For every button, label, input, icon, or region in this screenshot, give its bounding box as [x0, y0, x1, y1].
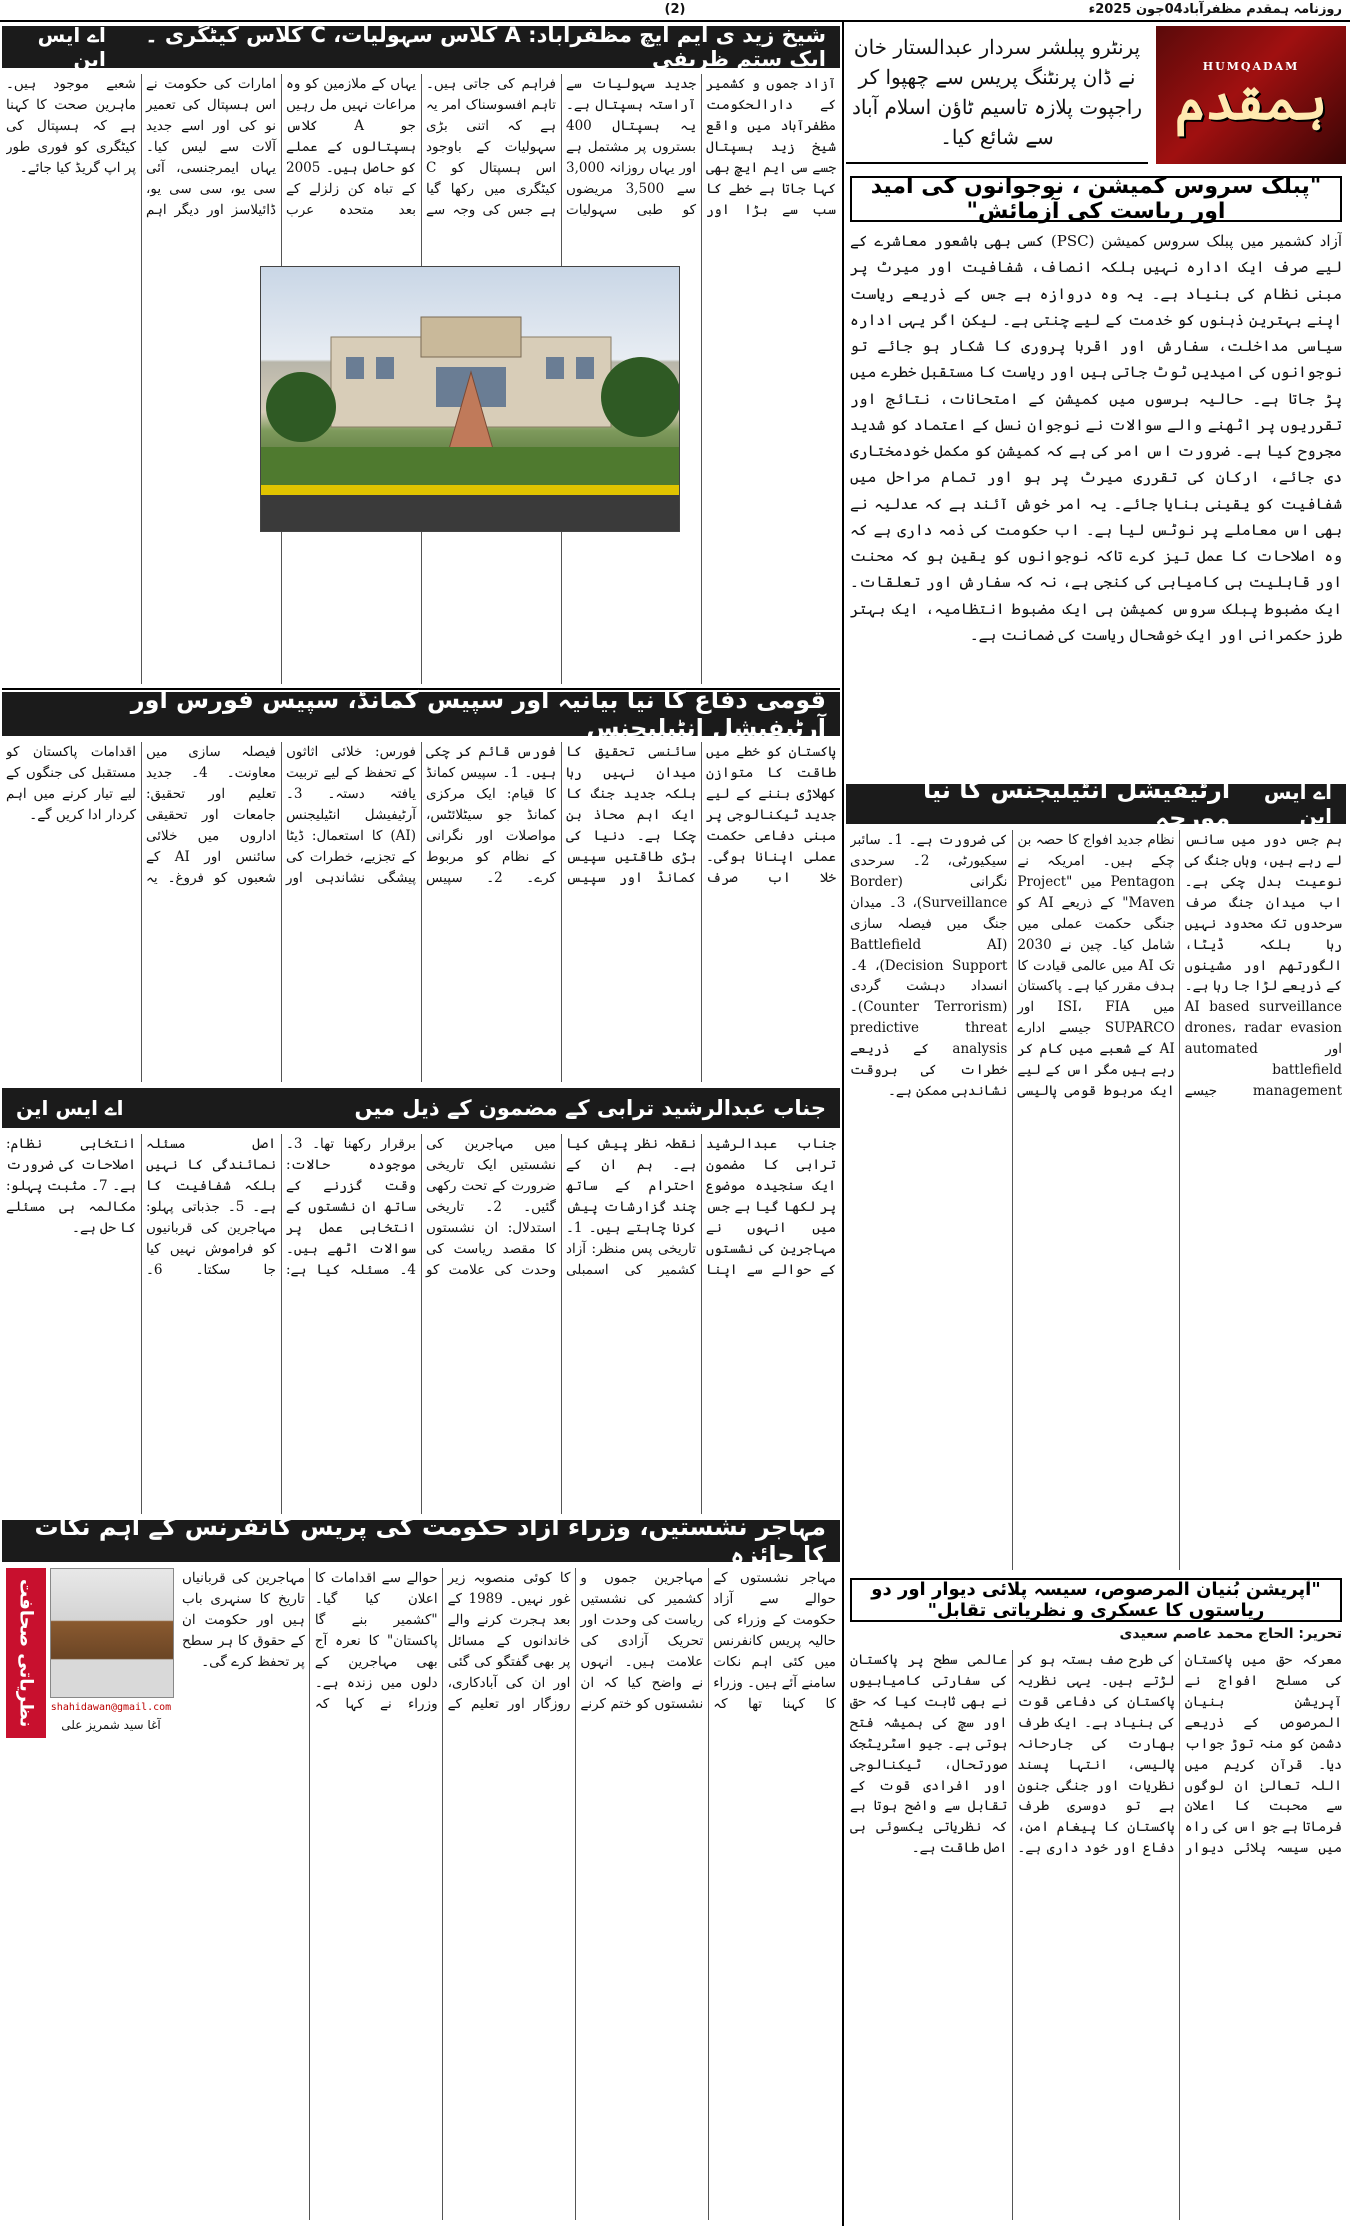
- newspaper-logo: [1156, 26, 1346, 164]
- logo-latin: HUMQADAM: [1202, 59, 1300, 73]
- columnist-block: [6, 1568, 176, 1738]
- date-line: روزنامہ ہمقدم مظفرآباد04جون 2025ء: [1088, 2, 1342, 17]
- muhajir-article-body-continued: [6, 1744, 176, 2220]
- ai-article-title: آرٹیفیشل انٹیلیجنس کا نیا مورچہ: [923, 776, 1231, 832]
- column-name: نظریاتی صحافت: [6, 1568, 46, 1738]
- columnist-email: shahidawan@gmail.com: [50, 1702, 172, 1713]
- masthead-strip: [0, 0, 1350, 22]
- muhajir-article-title: مہاجر نشستیں، وزراء آزاد حکومت کی پریس کانفرنس کے اہم نکات کا جائزہ: [34, 1513, 826, 1569]
- cmh-article-header: [2, 23, 840, 71]
- logo-text: ہمقدم: [1174, 70, 1328, 132]
- ai-article-header: [846, 776, 1346, 832]
- column-divider: [842, 22, 844, 2226]
- page-number: (2): [664, 2, 686, 17]
- cmh-article-title: شیخ زید ی ایم ایچ مظفرآباد: A کلاس سہولیات، C کلاس کیٹگری ۔ ایک ستم ظریفی: [145, 23, 826, 71]
- muhajir-article-header: [2, 1513, 840, 1569]
- space-article-body: پاکستان کو خطے میں طاقت کا متوازن کھلاڑی بننے کے لیے جدید ٹیکنالوجی پر مبنی دفاعی حکمت عملی اپنانا ہوگی۔ خلا اب صرف سائنسی تحقیق کا میدان نہیں رہا بلکہ جدید جنگ کا ایک اہم محاذ بن چکا ہے۔ دنیا کی بڑی طاقتیں سپیس کمانڈ اور سپیس فورس قائم کر چکی ہیں۔ 1۔ سپیس کمانڈ کا قیام: ایک مرکزی کمانڈ جو سیٹلائٹس، مواصلات اور نگرانی کے نظام کو مربوط کرے۔ 2۔ سپیس فورس: خلائی اثاثوں کے تحفظ کے لیے تربیت یافتہ دستہ۔ 3۔ آرٹیفیشل انٹیلیجنس (AI) کا استعمال: ڈیٹا کے تجزیے، خطرات کی پیشگی نشاندہی اور فیصلہ سازی میں معاونت۔ 4۔ جدید تعلیم اور تحقیق: جامعات اور تحقیقی اداروں میں خلائی سائنس اور AI کے شعبوں کو فروغ۔ یہ اقدامات پاکستان کو مستقبل کی جنگوں کے لیے تیار کرنے میں اہم کردار ادا کریں گے۔: [6, 744, 836, 886]
- operation-article-author: تحریر: الحاج محمد عاصم سعیدی: [1119, 1626, 1342, 1642]
- turabi-article-author: اے ایس این: [16, 1096, 124, 1120]
- ai-article-body: ہم جس دور میں سانس لے رہے ہیں، وہاں جنگ کی نوعیت بدل چکی ہے۔ اب میدان جنگ صرف سرحدوں تک محدود نہیں رہا بلکہ ڈیٹا، الگورتھم اور مشینوں کے ذریعے لڑا جا رہا ہے۔ AI based surveillance drones، radar evasion اور automated battlefield management جیسے نظام جدید افواج کا حصہ بن چکے ہیں۔ امریکہ نے Pentagon میں "Project Maven" کے ذریعے AI کو جنگی حکمت عملی میں شامل کیا۔ چین نے 2030 تک AI میں عالمی قیادت کا ہدف مقرر کیا ہے۔ پاکستان میں ISI، FIA اور SUPARCO جیسے ادارے AI کے شعبے میں کام کر رہے ہیں مگر اس کے لیے ایک مربوط قومی پالیسی کی ضرورت ہے۔ 1۔ سائبر سیکیورٹی، 2۔ سرحدی نگرانی (Border Surveillance)، 3۔ میدان جنگ میں فیصلہ سازی (Battlefield AI Decision Support)، 4۔ انسداد دہشت گردی (Counter Terrorism)۔ predictive threat analysis کے ذریعے خطرات کی بروقت نشاندہی ممکن ہے۔: [850, 832, 1342, 1100]
- cmh-article-author: اے ایس این: [37, 23, 106, 71]
- columnist-name: آغا سید شمریز علی: [61, 1718, 161, 1732]
- operation-article-body: معرکہ حق میں پاکستان کی مسلح افواج نے آپریشن بنیان المرصوص کے ذریعے دشمن کو منہ توڑ جواب دیا۔ قرآن کریم میں اللہ تعالیٰ ان لوگوں سے محبت کا اعلان فرماتا ہے جو اس کی راہ میں سیسہ پلائی دیوار کی طرح صف بستہ ہو کر لڑتے ہیں۔ یہی نظریہ پاکستان کی دفاعی قوت کی بنیاد ہے۔ ایک طرف بھارت کی جارحانہ پالیسی، انتہا پسند نظریات اور جنگی جنون ہے تو دوسری طرف پاکستان کا پیغام امن، دفاع اور خود داری ہے۔ عالمی سطح پر پاکستان کی سفارتی کامیابیوں نے بھی ثابت کیا کہ حق اور سچ کی ہمیشہ فتح ہوتی ہے۔ جیو اسٹریٹجک صورتحال، ٹیکنالوجی اور افرادی قوت کے تقابل سے واضح ہوتا ہے کہ نظریاتی یکسوئی ہی اصل طاقت ہے۔: [850, 1652, 1342, 1857]
- muhajir-article-body: مہاجر نشستوں کے حوالے سے آزاد حکومت کے وزراء کی حالیہ پریس کانفرنس میں کئی اہم نکات سامنے آئے ہیں۔ وزراء کا کہنا تھا کہ مہاجرین جموں و کشمیر کی نشستیں ریاست کی وحدت اور تحریک آزادی کی علامت ہیں۔ انہوں نے واضح کیا کہ ان نشستوں کو ختم کرنے کا کوئی منصوبہ زیر غور نہیں۔ 1989 کے بعد ہجرت کرنے والے خاندانوں کے مسائل پر بھی گفتگو کی گئی اور ان کی آبادکاری، روزگار اور تعلیم کے حوالے سے اقدامات کا اعلان کیا گیا۔ "کشمیر بنے گا پاکستان" کا نعرہ آج بھی مہاجرین کے دلوں میں زندہ ہے۔ وزراء نے کہا کہ مہاجرین کی قربانیاں تاریخ کا سنہری باب ہیں اور حکومت ان کے حقوق کا ہر سطح پر تحفظ کرے گی۔: [182, 1570, 836, 1712]
- turabi-article-body: جناب عبدالرشید ترابی کا مضمون ایک سنجیدہ موضوع پر لکھا گیا ہے جس میں انہوں نے مہاجرین کی نشستوں کے حوالے سے اپنا نقطہ نظر پیش کیا ہے۔ ہم ان کے احترام کے ساتھ چند گزارشات پیش کرنا چاہتے ہیں۔ 1۔ تاریخی پس منظر: آزاد کشمیر کی اسمبلی میں مہاجرین کی نشستیں ایک تاریخی ضرورت کے تحت رکھی گئیں۔ 2۔ تاریخی استدلال: ان نشستوں کا مقصد ریاست کی وحدت کی علامت کو برقرار رکھنا تھا۔ 3۔ موجودہ حالات: وقت گزرنے کے ساتھ ان نشستوں کے انتخابی عمل پر سوالات اٹھے ہیں۔ 4۔ مسئلہ کیا ہے: اصل مسئلہ نمائندگی کا نہیں بلکہ شفافیت کا ہے۔ 5۔ جذباتی پہلو: مہاجرین کی قربانیوں کو فراموش نہیں کیا جا سکتا۔ 6۔ انتخابی نظام: اصلاحات کی ضرورت ہے۔ 7۔ مثبت پہلو: مکالمہ ہی مسئلے کا حل ہے۔: [6, 1136, 836, 1278]
- ai-article-author: اے ایس این: [1263, 780, 1332, 828]
- space-article-title: قومی دفاع کا نیا بیانیہ اور سپیس کمانڈ، سپیس فورس اور آرٹیفیشل انٹیلیجنس: [130, 686, 826, 742]
- operation-article-title: "آپریشن بُنیان المرصوص، سیسہ پلائی دیوار اور دو ریاستوں کا عسکری و نظریاتی تقابل": [850, 1578, 1342, 1622]
- hospital-photo: [260, 266, 680, 532]
- colophon-text: پرنٹرو پبلشر سردار عبدالستار خان نے ڈان پرنٹنگ پریس سے چھپوا کر راجپوت پلازہ تاسیم ٹاؤن اسلام آباد سے شائع کیا۔: [846, 26, 1148, 164]
- turabi-article-header: [2, 1088, 840, 1128]
- cmh-article-body: آزاد جموں و کشمیر کے دارالحکومت مظفرآباد میں واقع شیخ زید ہسپتال جسے سی ایم ایچ بھی کہا جاتا ہے خطے کا سب سے بڑا اور جدید سہولیات سے آراستہ ہسپتال ہے۔ یہ ہسپتال 400 بستروں پر مشتمل ہے اور یہاں روزانہ 3,000 سے 3,500 مریضوں کو طبی سہولیات فراہم کی جاتی ہیں۔ تاہم افسوسناک امر یہ ہے کہ اتنی بڑی سہولیات کے باوجود اس ہسپتال کو C کیٹگری میں رکھا گیا ہے جس کی وجہ سے یہاں کے ملازمین کو وہ مراعات نہیں مل رہیں جو A کلاس ہسپتالوں کے عملے کو حاصل ہیں۔ 2005 کے تباہ کن زلزلے کے بعد متحدہ عرب امارات کی حکومت نے اس ہسپتال کی تعمیر نو کی اور اسے جدید آلات سے لیس کیا۔ یہاں ایمرجنسی، آئی سی یو، سی سی یو، ڈائیلاسز اور دیگر اہم شعبے موجود ہیں۔ ماہرین صحت کا کہنا ہے کہ ہسپتال کی کیٹگری کو فوری طور پر اپ گریڈ کیا جائے۔: [6, 76, 836, 218]
- space-article-header: [2, 686, 840, 742]
- editorial-body: آزاد کشمیر میں پبلک سروس کمیشن (PSC) کسی بھی باشعور معاشرے کے لیے صرف ایک ادارہ نہیں بلکہ انصاف، شفافیت اور میرٹ پر مبنی نظام کی بنیاد ہے۔ یہ وہ دروازہ ہے جس کے ذریعے ریاست اپنے بہترین ذہنوں کو خدمت کے لیے چنتی ہے۔ لیکن اگر یہی ادارہ سیاسی مداخلت، سفارش اور اقربا پروری کا شکار ہو جائے تو نوجوانوں کی امیدیں ٹوٹ جاتی ہیں اور ریاست کا مستقبل خطرے میں پڑ جاتا ہے۔ حالیہ برسوں میں کمیشن کے امتحانات، نتائج اور تقرریوں پر اٹھنے والے سوالات نے نوجوان نسل کے اعتماد کو شدید مجروح کیا ہے۔ ضرورت اس امر کی ہے کہ کمیشن کو مکمل خودمختاری دی جائے، ارکان کی تقرری میرٹ پر ہو اور تمام مراحل میں شفافیت کو یقینی بنایا جائے۔ یہ امر خوش آئند ہے کہ عدلیہ نے بھی اس معاملے پر نوٹس لیا ہے۔ اب حکومت کی ذمہ داری ہے کہ وہ اصلاحات کا عمل تیز کرے تاکہ نوجوانوں کو یقین ہو کہ محنت اور قابلیت ہی کامیابی کی کنجی ہے، نہ کہ سفارش اور تعلقات۔ ایک مضبوط پبلک سروس کمیشن ہی ایک مضبوط انتظامیہ، ایک بہتر طرز حکمرانی اور ایک خوشحال ریاست کی ضمانت ہے۔: [850, 232, 1342, 644]
- columnist-photo: [50, 1568, 174, 1698]
- colophon-block: [846, 26, 1346, 168]
- turabi-article-title: جناب عبدالرشید ترابی کے مضمون کے ذیل میں: [354, 1096, 826, 1120]
- hospital-illustration: [261, 267, 680, 532]
- editorial-title: "پبلک سروس کمیشن ، نوجوانوں کی امید اور ریاست کی آزمائش": [850, 176, 1342, 222]
